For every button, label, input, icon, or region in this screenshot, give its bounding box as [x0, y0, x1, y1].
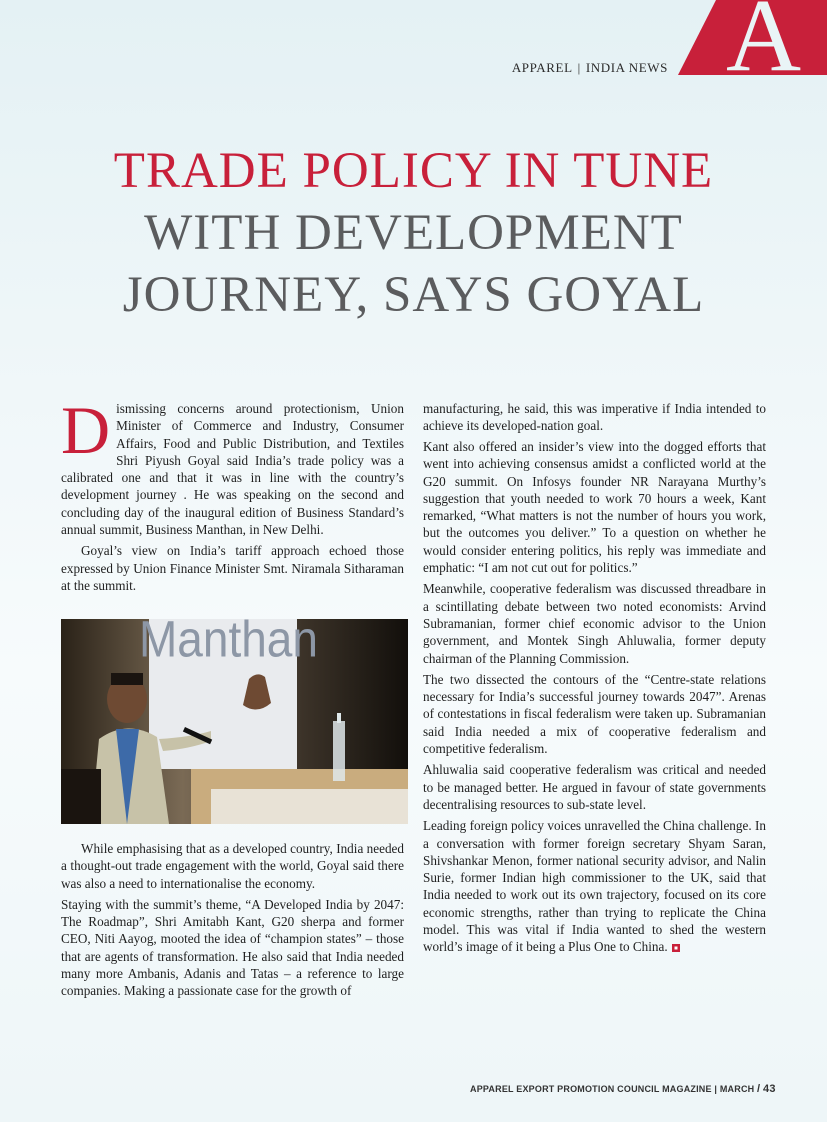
section-divider: | [577, 60, 581, 75]
paragraph-3: While emphasising that as a developed country, India needed a thought-out trade engagement with the world, Goyal said there was also a need to internationalise the economy. [61, 841, 404, 891]
paragraph-9 [423, 817, 766, 955]
section-label [480, 60, 668, 76]
paragraph-5: Kant also offered an insider’s view into the dogged efforts that went into achieving consensus amidst a conflicted world at the G20 summit. On Infosys founder NR Narayana Murthy’s suggestion that youth needed to work 70 hours a week, Kant remarked, “What matters is not the number of hours you work, but the outcomes you deliver.” To a question on whether he would consider entering politics, his reply was immediate and emphatic: “I am not cut out for politics.” [423, 439, 766, 576]
page-footer [470, 1083, 776, 1095]
speaker-photo [61, 619, 408, 824]
paragraph-4-continued: manufacturing, he said, this was imperative if India intended to achieve its developed-nation goal. [423, 401, 766, 434]
footer-divider: | [714, 1084, 718, 1094]
paragraph-7: The two dissected the contours of the “Centre-state relations necessary for India’s successful journey towards 2047”. Arenas of contestations in fiscal federalism were taken up. Subramanian said India needed a mix of cooperative federalism and competitive federalism. [423, 671, 766, 757]
paragraph-4: Staying with the summit’s theme, “A Developed India by 2047: The Roadmap”, Shri Amitabh Kant, G20 sherpa and former CEO, Niti Aayog, mooted the idea of “champion states” – those that are agents of transformation. He also said that India needed many more Ambanis, Adanis and Tatas – a reference to large companies. Making a passionate case for the growth of [61, 896, 404, 999]
backdrop-text: Manthan [139, 619, 318, 668]
logo-letter: A [726, 0, 802, 75]
footer-month: MARCH [719, 1084, 755, 1094]
article-photo [61, 619, 408, 824]
footer-magazine: APPAREL EXPORT PROMOTION COUNCIL MAGAZINE [470, 1084, 712, 1094]
subsection-name: INDIA NEWS [585, 60, 668, 75]
title-line-1: TRADE POLICY IN TUNE [113, 143, 714, 199]
footer-slash: / [757, 1083, 761, 1095]
section-name: APPAREL [511, 60, 573, 75]
article-title [0, 140, 827, 326]
right-column [423, 400, 766, 960]
paragraph-2: Goyal’s view on India’s tariff approach echoed those expressed by Union Finance Minister Smt. Niramala Sitharaman at the summit. [61, 543, 404, 593]
page-number: 43 [763, 1083, 776, 1095]
magazine-logo [678, 0, 827, 75]
paragraph-1 [61, 392, 404, 538]
paragraph-6: Meanwhile, cooperative federalism was discussed threadbare in a scintillating debate between two noted economists: Arvind Subramanian, former chief economic advisor to the Union government, and Montek Singh Ahluwalia, former deputy chairman of the Planning Commission. [423, 581, 766, 666]
title-line-3: JOURNEY, SAYS GOYAL [122, 267, 705, 323]
left-column-top [61, 392, 404, 598]
paragraph-1-text: ismissing concerns around protectionism, Union Minister of Commerce and Industry, Consumer Affairs, Food and Public Distribution, and Textiles Shri Piyush Goyal said India’s trade policy was a calibrated one and that it was in line with the country’s development journey . He was speaking on the second and concluding day of the inaugural edition of Business Standard’s annual summit, Business Manthan, in New Delhi. [61, 401, 404, 538]
title-line-2: WITH DEVELOPMENT [144, 205, 683, 261]
drop-cap: D [61, 392, 111, 468]
paragraph-8: Ahluwalia said cooperative federalism was critical and needed to be managed better. He argued in favour of state governments decentralising resources to sub-state level. [423, 762, 766, 812]
left-column-bottom [61, 840, 404, 1021]
end-of-article-icon [672, 944, 680, 952]
paragraph-9-text: Leading foreign policy voices unravelled the China challenge. In a conversation with former foreign secretary Shyam Saran, Shivshankar Menon, former national security advisor, and Nalin Surie, former Indian high commissioner to the UK, said that India needed to work out its own trajectory, focused on its core economic strengths, rather than trying to replicate the China model. This was vital if India wanted to shed the western world’s image of it being a Plus One to China. [423, 818, 766, 955]
